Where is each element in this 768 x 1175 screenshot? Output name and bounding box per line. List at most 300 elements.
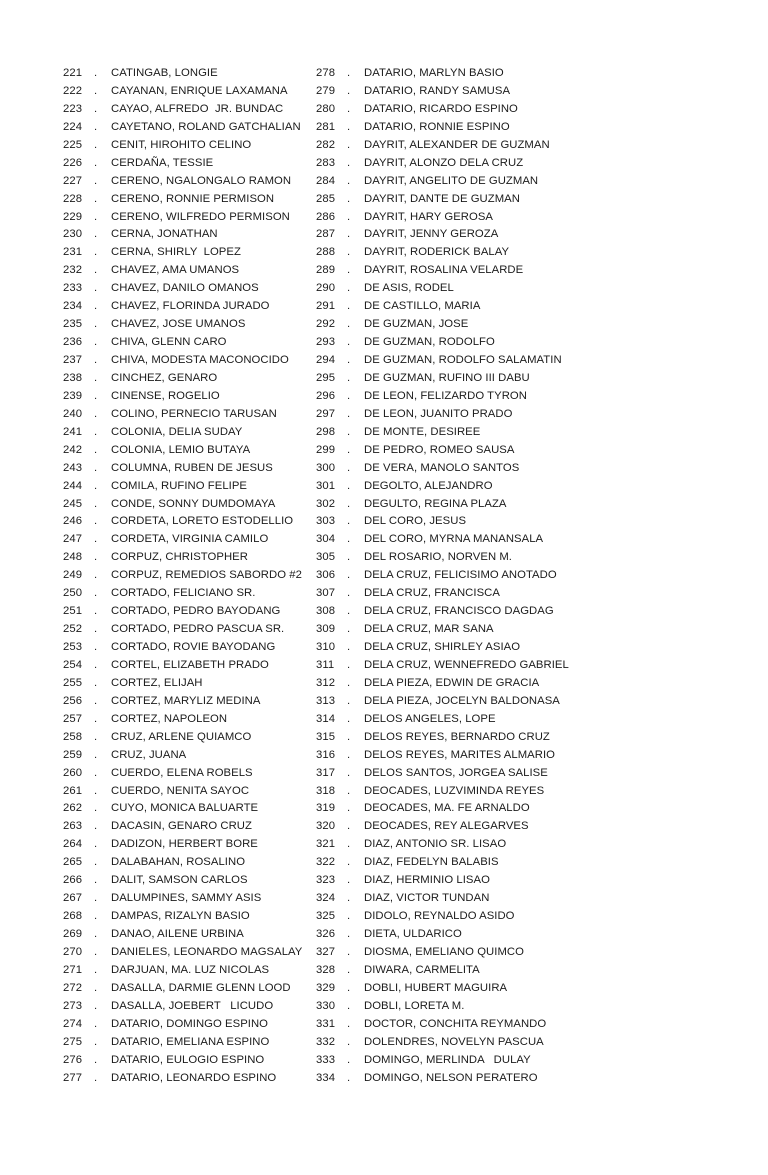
roster-entry — [316, 567, 705, 585]
entry-number: 273 — [63, 999, 83, 1012]
entry-name: DALIT, SAMSON CARLOS — [111, 874, 248, 887]
roster-entry — [316, 980, 705, 998]
roster-entry — [316, 119, 705, 137]
entry-name: DE CASTILLO, MARIA — [364, 300, 481, 313]
entry-separator: . — [94, 694, 98, 707]
entry-name: CINENSE, ROGELIO — [111, 389, 220, 402]
entry-separator: . — [94, 874, 98, 887]
entry-number: 262 — [63, 802, 83, 815]
roster-entry — [316, 191, 705, 209]
entry-separator: . — [347, 551, 351, 564]
entry-separator: . — [347, 605, 351, 618]
entry-separator: . — [94, 838, 98, 851]
entry-number: 294 — [316, 354, 336, 366]
entry-number: 251 — [63, 605, 83, 618]
entry-name: DAYRIT, JENNY GEROZA — [364, 228, 499, 241]
entry-number: 231 — [63, 246, 83, 259]
roster-entry — [63, 872, 307, 890]
entry-number: 233 — [63, 282, 83, 295]
entry-number: 296 — [316, 389, 336, 402]
roster-entry — [63, 800, 307, 818]
entry-name: CORTEZ, NAPOLEON — [111, 712, 228, 725]
entry-name: CAYAO, ALFREDO JR. BUNDAC — [111, 102, 284, 115]
roster-entry — [316, 334, 705, 352]
entry-name: DELA CRUZ, FRANCISCA — [364, 587, 500, 600]
roster-entry — [63, 603, 307, 621]
roster-entry — [316, 298, 705, 316]
roster-entry — [63, 890, 307, 908]
entry-number: 263 — [63, 820, 83, 833]
entry-separator: . — [347, 354, 351, 366]
entry-separator: . — [347, 784, 351, 797]
entry-name: DEL CORO, JESUS — [364, 515, 467, 528]
entry-separator: . — [347, 210, 351, 223]
roster-entry — [63, 854, 307, 872]
entry-separator: . — [347, 264, 351, 277]
entry-separator: . — [347, 425, 351, 438]
entry-separator: . — [347, 389, 351, 402]
roster-entry — [316, 173, 705, 191]
entry-separator: . — [347, 569, 351, 582]
entry-separator: . — [347, 766, 351, 779]
roster-entry — [63, 962, 307, 980]
entry-separator: . — [94, 479, 98, 492]
roster-entry — [63, 621, 307, 639]
entry-number: 332 — [316, 1035, 336, 1048]
entry-name: COLONIA, DELIA SUDAY — [111, 425, 243, 438]
entry-number: 248 — [63, 551, 83, 564]
entry-name: DAYRIT, DANTE DE GUZMAN — [364, 192, 520, 205]
entry-name: DE GUZMAN, RUFINO III DABU — [364, 371, 530, 384]
entry-number: 274 — [63, 1017, 83, 1030]
entry-separator: . — [94, 784, 98, 797]
entry-separator: . — [94, 820, 98, 833]
entry-number: 255 — [63, 676, 83, 689]
entry-separator: . — [94, 1053, 98, 1066]
entry-number: 324 — [316, 892, 336, 905]
entry-separator: . — [94, 246, 98, 259]
entry-name: DELA CRUZ, FRANCISCO DAGDAG — [364, 605, 554, 618]
roster-entry — [316, 711, 705, 729]
entry-separator: . — [347, 443, 351, 456]
entry-separator: . — [347, 67, 351, 79]
entry-name: DASALLA, DARMIE GLENN LOOD — [111, 981, 291, 994]
entry-number: 313 — [316, 694, 336, 707]
entry-number: 289 — [316, 264, 336, 277]
entry-name: DELOS SANTOS, JORGEA SALISE — [364, 766, 548, 779]
roster-entry — [63, 908, 307, 926]
roster-entry — [316, 442, 705, 460]
entry-number: 278 — [316, 67, 336, 79]
entry-name: DAYRIT, HARY GEROSA — [364, 210, 494, 223]
entry-number: 271 — [63, 963, 83, 976]
entry-number: 314 — [316, 712, 336, 725]
entry-number: 253 — [63, 641, 83, 653]
entry-separator: . — [94, 156, 98, 169]
entry-name: DAYRIT, RODERICK BALAY — [364, 246, 510, 259]
entry-separator: . — [347, 515, 351, 528]
roster-entry — [316, 496, 705, 514]
roster-entry — [63, 639, 307, 657]
entry-name: DAMPAS, RIZALYN BASIO — [111, 910, 250, 923]
roster-entry — [63, 567, 307, 585]
entry-number: 302 — [316, 497, 336, 510]
roster-entry — [316, 280, 705, 298]
entry-separator: . — [94, 407, 98, 420]
entry-name: DAYRIT, ANGELITO DE GUZMAN — [364, 174, 539, 187]
entry-number: 319 — [316, 802, 336, 815]
roster-entry — [316, 209, 705, 227]
entry-number: 327 — [316, 945, 336, 958]
entry-separator: . — [94, 999, 98, 1012]
entry-separator: . — [347, 730, 351, 743]
roster-entry — [63, 998, 307, 1016]
entry-separator: . — [94, 389, 98, 402]
entry-separator: . — [94, 605, 98, 618]
entry-name: COLONIA, LEMIO BUTAYA — [111, 443, 251, 456]
entry-name: DIAZ, HERMINIO LISAO — [364, 874, 490, 887]
entry-name: CERNA, JONATHAN — [111, 228, 218, 241]
entry-number: 287 — [316, 228, 336, 241]
entry-separator: . — [94, 138, 98, 151]
entry-separator: . — [347, 820, 351, 833]
entry-number: 328 — [316, 963, 336, 976]
entry-name: DOBLI, LORETA M. — [364, 999, 465, 1012]
entry-number: 323 — [316, 874, 336, 887]
entry-number: 282 — [316, 138, 336, 151]
roster-entry — [316, 836, 705, 854]
entry-name: DATARIO, RICARDO ESPINO — [364, 102, 518, 115]
roster-entry — [63, 549, 307, 567]
entry-separator: . — [94, 623, 98, 636]
entry-name: DEL CORO, MYRNA MANANSALA — [364, 533, 544, 546]
entry-separator: . — [347, 945, 351, 958]
entry-separator: . — [94, 102, 98, 115]
entry-name: DE LEON, JUANITO PRADO — [364, 407, 513, 420]
entry-separator: . — [347, 192, 351, 205]
entry-number: 321 — [316, 838, 336, 851]
entry-separator: . — [347, 1071, 351, 1084]
entry-number: 259 — [63, 748, 83, 761]
entry-name: DELOS ANGELES, LOPE — [364, 712, 496, 725]
roster-entry — [316, 155, 705, 173]
entry-number: 301 — [316, 479, 336, 492]
entry-separator: . — [94, 641, 98, 653]
roster-entry — [316, 83, 705, 101]
entry-number: 247 — [63, 533, 83, 546]
entry-number: 333 — [316, 1053, 336, 1066]
entry-separator: . — [94, 443, 98, 456]
roster-entry — [63, 693, 307, 711]
entry-separator: . — [347, 84, 351, 97]
roster-entry — [63, 191, 307, 209]
entry-number: 260 — [63, 766, 83, 779]
entry-name: CHIVA, GLENN CARO — [111, 336, 227, 349]
entry-separator: . — [347, 479, 351, 492]
entry-name: CHIVA, MODESTA MACONOCIDO — [111, 354, 289, 366]
roster-entry — [316, 316, 705, 334]
entry-number: 267 — [63, 892, 83, 905]
roster-entry — [316, 388, 705, 406]
roster-entry — [316, 549, 705, 567]
entry-number: 297 — [316, 407, 336, 420]
entry-name: CERDAÑA, TESSIE — [111, 156, 214, 169]
entry-name: CORPUZ, REMEDIOS SABORDO #2 — [111, 569, 302, 582]
entry-separator: . — [347, 102, 351, 115]
roster-entry — [316, 800, 705, 818]
entry-name: CUYO, MONICA BALUARTE — [111, 802, 259, 815]
entry-separator: . — [94, 856, 98, 869]
roster-entry — [316, 478, 705, 496]
entry-number: 239 — [63, 389, 83, 402]
entry-separator: . — [347, 120, 351, 133]
entry-number: 309 — [316, 623, 336, 636]
entry-separator: . — [347, 712, 351, 725]
entry-separator: . — [94, 658, 98, 671]
entry-number: 275 — [63, 1035, 83, 1048]
entry-separator: . — [94, 928, 98, 940]
entry-name: DIAZ, ANTONIO SR. LISAO — [364, 838, 507, 851]
roster-entry — [316, 352, 705, 370]
entry-separator: . — [94, 712, 98, 725]
roster-entry — [63, 980, 307, 998]
entry-name: CAYETANO, ROLAND GATCHALIAN — [111, 120, 301, 133]
entry-separator: . — [94, 497, 98, 510]
entry-separator: . — [94, 515, 98, 528]
entry-name: CORTADO, FELICIANO SR. — [111, 587, 256, 600]
roster-entry — [316, 1016, 705, 1034]
roster-entry — [63, 1070, 307, 1088]
roster-entry — [316, 513, 705, 531]
entry-number: 244 — [63, 479, 83, 492]
roster-entry — [63, 513, 307, 531]
entry-name: CONDE, SONNY DUMDOMAYA — [111, 497, 276, 510]
entry-name: CERENO, NGALONGALO RAMON — [111, 174, 292, 187]
roster-entry — [63, 65, 307, 83]
entry-number: 227 — [63, 174, 83, 187]
roster-entry — [316, 585, 705, 603]
entry-name: DALABAHAN, ROSALINO — [111, 856, 246, 869]
roster-entry — [63, 316, 307, 334]
entry-number: 221 — [63, 67, 83, 79]
entry-name: CERENO, RONNIE PERMISON — [111, 192, 275, 205]
entry-number: 235 — [63, 318, 83, 331]
entry-separator: . — [94, 1017, 98, 1030]
entry-number: 279 — [316, 84, 336, 97]
roster-entry — [63, 496, 307, 514]
entry-number: 320 — [316, 820, 336, 833]
entry-name: CHAVEZ, AMA UMANOS — [111, 264, 240, 277]
roster-entry — [63, 298, 307, 316]
roster-entry — [316, 818, 705, 836]
entry-name: DIAZ, VICTOR TUNDAN — [364, 892, 490, 905]
entry-number: 306 — [316, 569, 336, 582]
entry-name: DAYRIT, ROSALINA VELARDE — [364, 264, 524, 277]
entry-separator: . — [94, 892, 98, 905]
entry-number: 315 — [316, 730, 336, 743]
entry-name: DANIELES, LEONARDO MAGSALAY — [111, 945, 303, 958]
entry-number: 280 — [316, 102, 336, 115]
entry-name: CUERDO, NENITA SAYOC — [111, 784, 250, 797]
entry-separator: . — [94, 910, 98, 923]
entry-number: 269 — [63, 928, 83, 940]
entry-name: DAYRIT, ALONZO DELA CRUZ — [364, 156, 524, 169]
roster-entry — [63, 944, 307, 962]
roster-entry — [63, 1016, 307, 1034]
entry-number: 225 — [63, 138, 83, 151]
roster-entry — [63, 442, 307, 460]
roster-entry — [63, 83, 307, 101]
entry-name: CORTADO, PEDRO PASCUA SR. — [111, 623, 285, 636]
entry-separator: . — [94, 551, 98, 564]
entry-name: DELA CRUZ, SHIRLEY ASIAO — [364, 641, 521, 653]
roster-entry — [63, 747, 307, 765]
roster-entry — [316, 926, 705, 944]
roster-entry — [63, 334, 307, 352]
entry-separator: . — [94, 425, 98, 438]
entry-number: 228 — [63, 192, 83, 205]
entry-number: 277 — [63, 1071, 83, 1084]
entry-name: DIAZ, FEDELYN BALABIS — [364, 856, 499, 869]
entry-number: 298 — [316, 425, 336, 438]
roster-entry — [316, 262, 705, 280]
entry-separator: . — [347, 641, 351, 653]
entry-number: 250 — [63, 587, 83, 600]
entry-number: 305 — [316, 551, 336, 564]
entry-separator: . — [94, 981, 98, 994]
entry-number: 312 — [316, 676, 336, 689]
entry-number: 257 — [63, 712, 83, 725]
entry-name: CORDETA, VIRGINIA CAMILO — [111, 533, 269, 546]
entry-name: DELA CRUZ, MAR SANA — [364, 623, 494, 636]
entry-separator: . — [347, 246, 351, 259]
entry-separator: . — [94, 300, 98, 313]
entry-number: 268 — [63, 910, 83, 923]
entry-number: 291 — [316, 300, 336, 313]
entry-separator: . — [94, 67, 98, 79]
entry-name: CUERDO, ELENA ROBELS — [111, 766, 253, 779]
entry-name: DEOCADES, MA. FE ARNALDO — [364, 802, 530, 815]
entry-number: 270 — [63, 945, 83, 958]
entry-separator: . — [94, 228, 98, 241]
entry-number: 224 — [63, 120, 83, 133]
roster-entry — [316, 244, 705, 262]
entry-name: CORPUZ, CHRISTOPHER — [111, 551, 248, 564]
entry-number: 322 — [316, 856, 336, 869]
entry-separator: . — [347, 156, 351, 169]
roster-entry — [316, 890, 705, 908]
entry-number: 238 — [63, 371, 83, 384]
entry-name: DEL ROSARIO, NORVEN M. — [364, 551, 512, 564]
entry-separator: . — [94, 748, 98, 761]
roster-entry — [316, 406, 705, 424]
entry-separator: . — [347, 874, 351, 887]
entry-name: DOLENDRES, NOVELYN PASCUA — [364, 1035, 544, 1048]
roster-entry — [316, 639, 705, 657]
roster-entry — [316, 65, 705, 83]
entry-name: DELA CRUZ, FELICISIMO ANOTADO — [364, 569, 557, 582]
entry-number: 265 — [63, 856, 83, 869]
entry-separator: . — [94, 282, 98, 295]
entry-separator: . — [94, 174, 98, 187]
roster-entry — [316, 765, 705, 783]
entry-name: DE GUZMAN, RODOLFO — [364, 336, 495, 349]
entry-number: 307 — [316, 587, 336, 600]
entry-number: 252 — [63, 623, 83, 636]
entry-separator: . — [347, 1017, 351, 1030]
entry-name: CORTEZ, ELIJAH — [111, 676, 203, 689]
entry-name: CHAVEZ, JOSE UMANOS — [111, 318, 246, 331]
roster-entry — [316, 1034, 705, 1052]
entry-number: 303 — [316, 515, 336, 528]
entry-number: 283 — [316, 156, 336, 169]
roster-column-right — [307, 0, 705, 1175]
roster-entry — [316, 962, 705, 980]
entry-name: DATARIO, RANDY SAMUSA — [364, 84, 511, 97]
entry-separator: . — [347, 838, 351, 851]
roster-entry — [316, 998, 705, 1016]
entry-separator: . — [347, 371, 351, 384]
entry-number: 293 — [316, 336, 336, 349]
entry-separator: . — [347, 174, 351, 187]
entry-name: DATARIO, RONNIE ESPINO — [364, 120, 510, 133]
entry-name: CHAVEZ, DANILO OMANOS — [111, 282, 259, 295]
entry-separator: . — [94, 802, 98, 815]
roster-entry — [63, 585, 307, 603]
entry-name: DELA PIEZA, JOCELYN BALDONASA — [364, 694, 560, 707]
entry-name: COMILA, RUFINO FELIPE — [111, 479, 248, 492]
entry-separator: . — [347, 461, 351, 474]
roster-entry — [63, 818, 307, 836]
entry-separator: . — [94, 963, 98, 976]
entry-number: 331 — [316, 1017, 336, 1030]
entry-separator: . — [347, 694, 351, 707]
roster-entry — [316, 424, 705, 442]
entry-separator: . — [94, 533, 98, 546]
entry-number: 284 — [316, 174, 336, 187]
entry-name: CRUZ, JUANA — [111, 748, 187, 761]
roster-entry — [316, 944, 705, 962]
roster-entry — [316, 783, 705, 801]
entry-separator: . — [347, 300, 351, 313]
entry-number: 310 — [316, 641, 336, 653]
roster-entry — [63, 280, 307, 298]
entry-number: 242 — [63, 443, 83, 456]
entry-name: CERENO, WILFREDO PERMISON — [111, 210, 290, 223]
roster-entry — [316, 854, 705, 872]
roster-entry — [316, 908, 705, 926]
roster-entry — [316, 872, 705, 890]
entry-number: 330 — [316, 999, 336, 1012]
entry-name: DE VERA, MANOLO SANTOS — [364, 461, 520, 474]
entry-separator: . — [94, 336, 98, 349]
entry-separator: . — [94, 264, 98, 277]
entry-name: DEOCADES, REY ALEGARVES — [364, 820, 529, 833]
roster-entry — [63, 137, 307, 155]
entry-separator: . — [347, 910, 351, 923]
entry-separator: . — [94, 730, 98, 743]
entry-name: DATARIO, MARLYN BASIO — [364, 67, 504, 79]
entry-name: DE PEDRO, ROMEO SAUSA — [364, 443, 515, 456]
entry-number: 295 — [316, 371, 336, 384]
entry-name: DIDOLO, REYNALDO ASIDO — [364, 910, 515, 923]
entry-number: 272 — [63, 981, 83, 994]
entry-name: DE MONTE, DESIREE — [364, 425, 481, 438]
roster-entry — [63, 244, 307, 262]
roster-entry — [316, 747, 705, 765]
entry-number: 234 — [63, 300, 83, 313]
roster-entry — [63, 262, 307, 280]
